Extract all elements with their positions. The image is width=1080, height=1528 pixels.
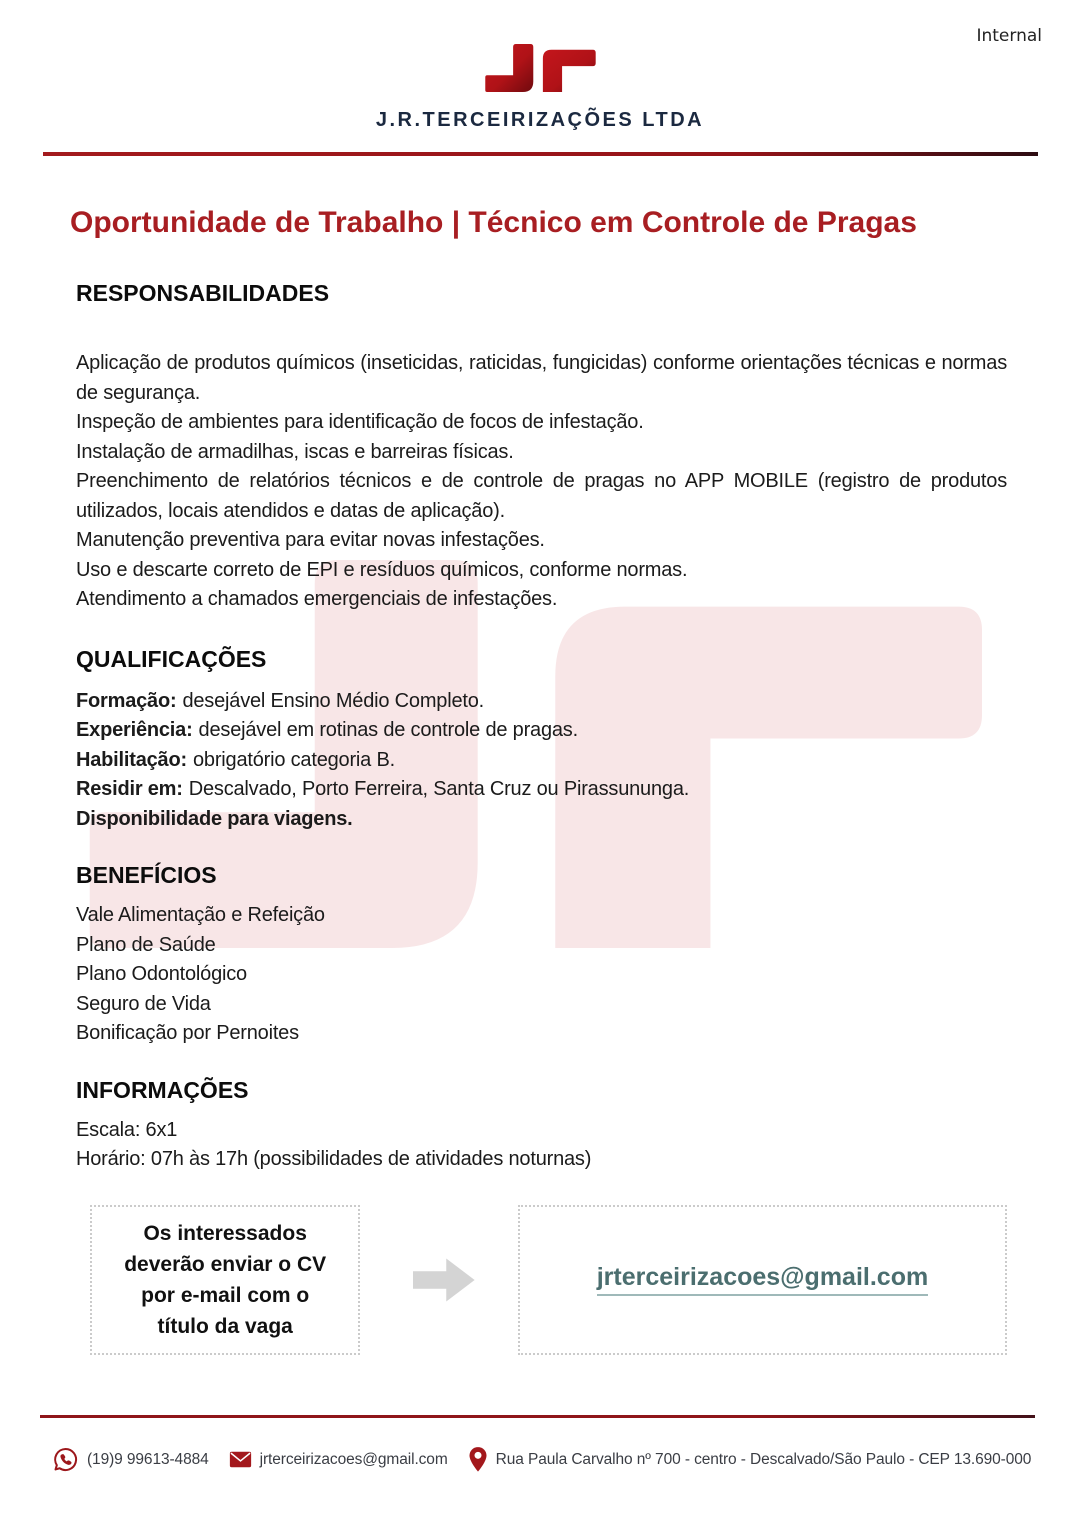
list-item: Bonificação por Pernoites [76, 1022, 299, 1044]
item-label: Disponibilidade para viagens. [76, 807, 353, 830]
envelope-icon [229, 1451, 252, 1468]
whatsapp-icon [52, 1446, 79, 1473]
qualifications-heading: QUALIFICAÇÕES [76, 645, 267, 672]
list-item: Instalação de armadilhas, iscas e barreiras físicas. [76, 440, 514, 463]
cta-instruction-box [90, 1205, 360, 1355]
item-text: obrigatório categoria B. [192, 748, 395, 771]
list-item [76, 775, 1007, 805]
list-item: Plano de Saúde [76, 933, 216, 956]
cta-instruction-line: deverão enviar o CV [124, 1252, 327, 1276]
header-divider [43, 152, 1038, 156]
list-item [76, 805, 1007, 835]
benefits-list [76, 901, 1007, 1049]
list-item: Aplicação de produtos químicos (inseticidas, raticidas, fungicidas) conforme orientações técnicas e normas de segurança. [76, 352, 1007, 404]
footer-phone: (19)9 99613-4884 [87, 1450, 209, 1468]
list-item: Seguro de Vida [76, 992, 211, 1015]
footer-address-group [468, 1446, 1032, 1473]
content [0, 205, 1080, 1355]
item-label: Formação: [76, 689, 177, 712]
list-item: Inspeção de ambientes para identificação de focos de infestação. [76, 411, 644, 433]
cta-row [90, 1205, 1007, 1355]
item-text: desejável em rotinas de controle de pragas. [198, 719, 578, 741]
responsibilities-heading: RESPONSABILIDADES [76, 280, 330, 306]
email-link[interactable]: jrterceirizacoes@gmail.com [597, 1263, 928, 1296]
item-text: Descalvado, Porto Ferreira, Santa Cruz ou Pirassununga. [188, 778, 690, 800]
list-item: Vale Alimentação e Refeição [76, 904, 325, 926]
cta-instruction-line: por e-mail com o [141, 1283, 310, 1307]
list-item [76, 687, 1007, 717]
list-item [76, 716, 1007, 746]
list-item: Horário: 07h às 17h (possibilidades de atividades noturnas) [76, 1148, 592, 1170]
item-label: Habilitação: [76, 748, 187, 771]
page-title: Oportunidade de Trabalho | Técnico em Controle de Pragas [70, 206, 917, 239]
item-label: Residir em: [76, 778, 183, 800]
responsibilities-list [76, 349, 1007, 615]
information-heading: INFORMAÇÕES [76, 1076, 249, 1103]
list-item: Preenchimento de relatórios técnicos e de controle de pragas no APP MOBILE (registro de produtos utilizados, locais atendidos e datas de aplicação). [76, 470, 1007, 522]
header [0, 0, 1080, 132]
footer-email: jrterceirizacoes@gmail.com [259, 1450, 448, 1468]
footer-email-group [229, 1451, 448, 1469]
internal-label: Internal [976, 26, 1042, 46]
cta-instruction-line: Os interessados [143, 1221, 307, 1245]
right-arrow-icon [413, 1256, 476, 1304]
item-text: desejável Ensino Médio Completo. [182, 689, 485, 712]
footer-address: Rua Paula Carvalho nº 700 - centro - Descalvado/São Paulo - CEP 13.690-000 [495, 1450, 1032, 1468]
item-label: Experiência: [76, 719, 193, 741]
list-item [76, 746, 1007, 776]
information-list [76, 1116, 1007, 1175]
jr-logo-icon [484, 44, 596, 92]
footer-divider [40, 1415, 1035, 1418]
footer-phone-group [52, 1446, 209, 1473]
footer [52, 1446, 1031, 1473]
location-pin-icon [468, 1446, 488, 1473]
benefits-heading: BENEFÍCIOS [76, 862, 217, 888]
qualifications-list [76, 687, 1007, 835]
list-item: Atendimento a chamados emergenciais de infestações. [76, 588, 558, 610]
cta-instruction-line: título da vaga [157, 1314, 293, 1338]
list-item: Uso e descarte correto de EPI e resíduos químicos, conforme normas. [76, 558, 688, 581]
list-item: Plano Odontológico [76, 963, 247, 985]
list-item: Manutenção preventiva para evitar novas infestações. [76, 529, 545, 551]
company-name: J.R.TERCEIRIZAÇÕES LTDA [375, 109, 705, 131]
list-item: Escala: 6x1 [76, 1118, 178, 1141]
cta-email-box [518, 1205, 1007, 1355]
